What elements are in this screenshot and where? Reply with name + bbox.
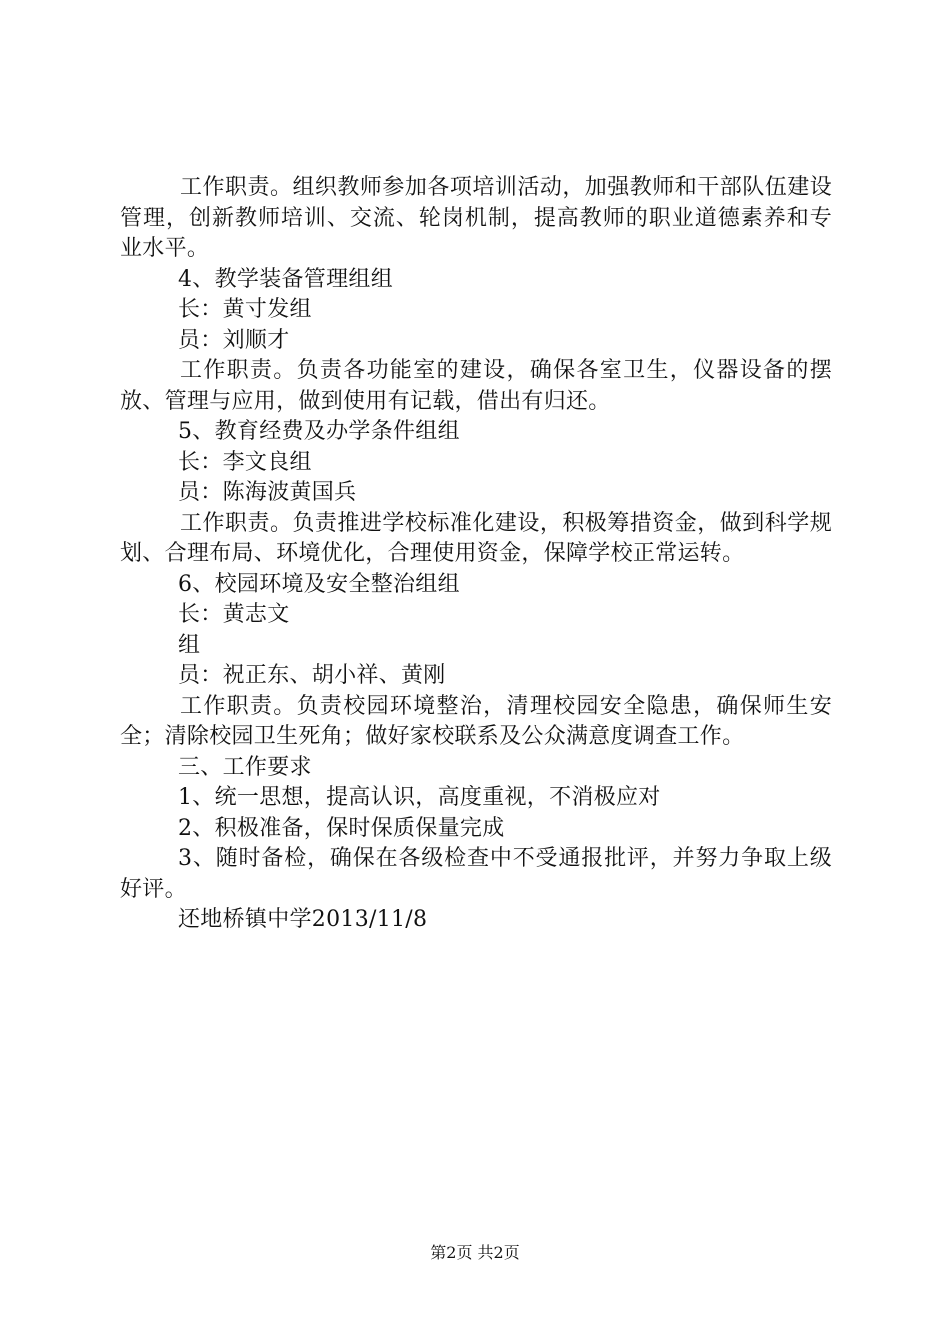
heading-safety-group: 6、校园环境及安全整治组组 bbox=[178, 571, 460, 597]
paragraph-duty-safety: 工作职责。负责校园环境整治，清理校园安全隐患，确保师生安全；清除校园卫生死角；做好家校联系及公众满意度调查工作。 bbox=[120, 693, 832, 749]
page-footer bbox=[0, 1243, 950, 1263]
requirement-item-3: 3、随时备检，确保在各级检查中不受通报批评，并努力争取上级好评。 bbox=[120, 846, 832, 902]
heading-work-requirements: 三、工作要求 bbox=[178, 754, 312, 780]
paragraph-duty-equipment: 工作职责。负责各功能室的建设，确保各室卫生，仪器设备的摆放、管理与应用，做到使用有记载，借出有归还。 bbox=[120, 358, 832, 414]
requirement-item-2: 2、积极准备，保时保质保量完成 bbox=[178, 815, 505, 841]
group-member-safety: 员：祝正东、胡小祥、黄刚 bbox=[178, 663, 446, 688]
heading-funding-group: 5、教育经费及办学条件组组 bbox=[178, 419, 460, 444]
group-leader-equipment: 长：黄寸发组 bbox=[178, 297, 312, 322]
heading-equipment-group: 4、教学装备管理组组 bbox=[178, 266, 393, 292]
group-leader-funding: 长：李文良组 bbox=[178, 449, 312, 475]
group-leader-safety: 长：黄志文 bbox=[178, 602, 290, 627]
group-label-safety: 组 bbox=[178, 632, 201, 658]
signature-line: 还地桥镇中学2013/11/8 bbox=[178, 907, 428, 932]
paragraph-duty-training: 工作职责。组织教师参加各项培训活动，加强教师和干部队伍建设管理，创新教师培训、交流、轮岗机制，提高教师的职业道德素养和专业水平。 bbox=[120, 175, 832, 261]
requirement-item-1: 1、统一思想，提高认识，高度重视，不消极应对 bbox=[178, 785, 661, 810]
document-body bbox=[120, 173, 832, 936]
group-member-equipment: 员：刘顺才 bbox=[178, 327, 290, 353]
page-number-label: 第2页 共2页 bbox=[430, 1243, 520, 1262]
group-member-funding: 员：陈海波黄国兵 bbox=[178, 480, 357, 505]
paragraph-duty-funding: 工作职责。负责推进学校标准化建设，积极筹措资金，做到科学规划、合理布局、环境优化，合理使用资金，保障学校正常运转。 bbox=[120, 510, 832, 566]
